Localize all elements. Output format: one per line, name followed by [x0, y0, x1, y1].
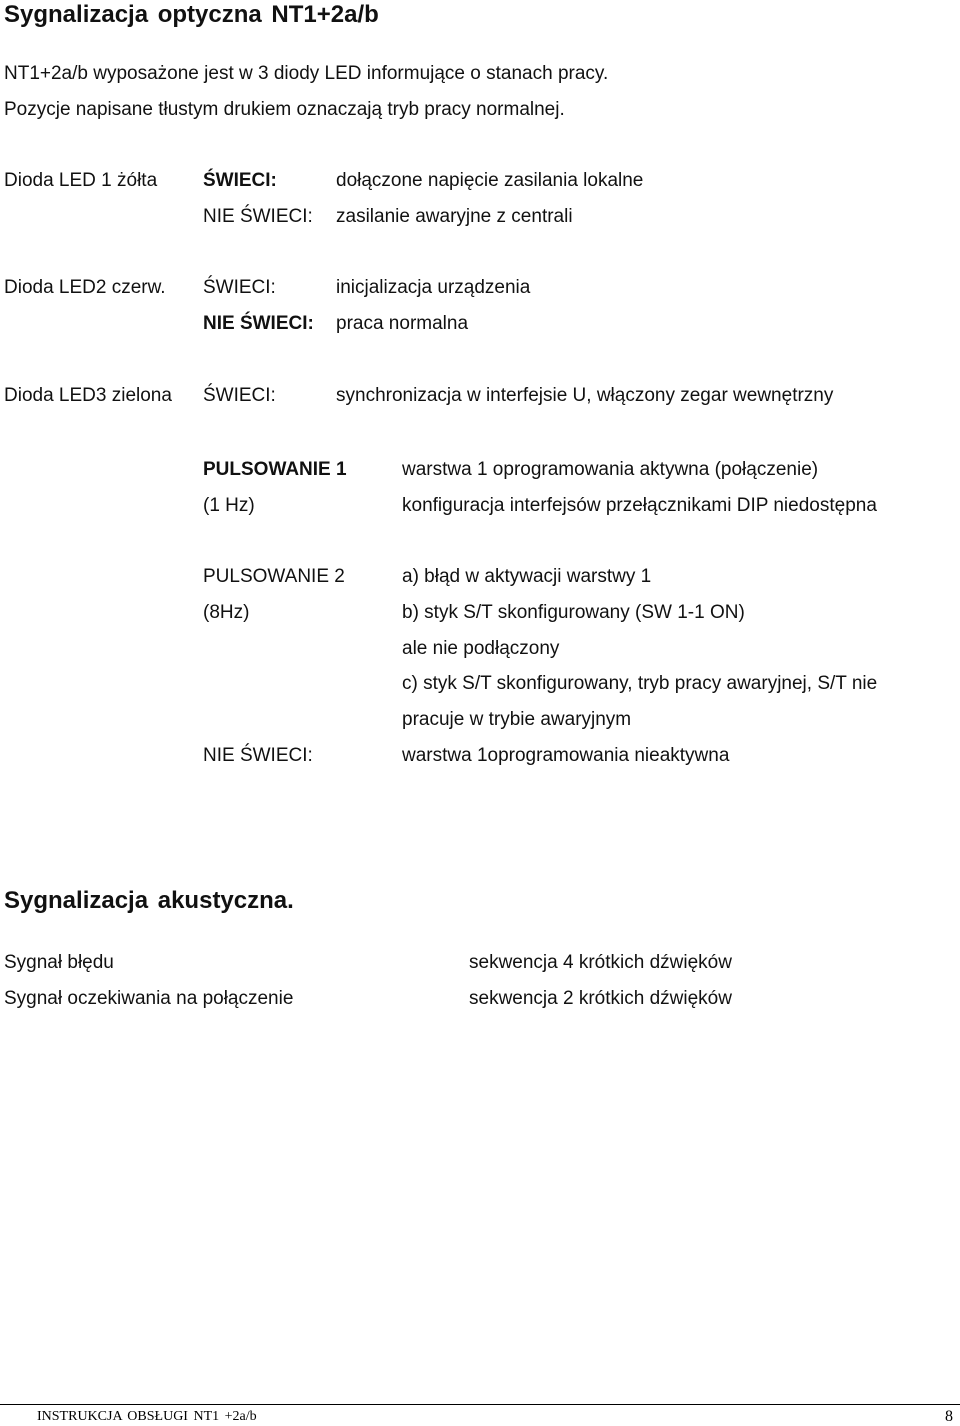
intro-line-2: Pozycje napisane tłustym drukiem oznaczają tryb pracy normalnej.: [4, 99, 565, 120]
led2-off-desc: praca normalna: [336, 313, 469, 334]
acoustic-section-title: Sygnalizacja akustyczna.: [4, 887, 294, 914]
led3-pulse2-label: PULSOWANIE 2: [203, 566, 345, 587]
led1-on-label: ŚWIECI:: [203, 170, 277, 191]
led3-pulse2-desc-c2: pracuje w trybie awaryjnym: [402, 709, 632, 730]
footer-rule: [0, 1404, 960, 1405]
led2-off-label: NIE ŚWIECI:: [203, 313, 314, 334]
led3-off-desc: warstwa 1oprogramowania nieaktywna: [402, 745, 730, 766]
led2-on-label: ŚWIECI:: [203, 277, 276, 298]
led3-pulse2-desc-b1: b) styk S/T skonfigurowany (SW 1-1 ON): [402, 602, 745, 623]
led1-off-label: NIE ŚWIECI:: [203, 206, 313, 227]
intro-line-1: NT1+2a/b wyposażone jest w 3 diody LED informujące o stanach pracy.: [4, 63, 609, 84]
led3-pulse2-freq: (8Hz): [203, 602, 250, 623]
led3-pulse2-desc-a: a) błąd w aktywacji warstwy 1: [402, 566, 652, 587]
led3-pulse1-desc-1: warstwa 1 oprogramowania aktywna (połączenie): [402, 459, 819, 480]
optical-section-title: Sygnalizacja optyczna NT1+2a/b: [4, 1, 379, 28]
acoustic-row-2-label: Sygnał oczekiwania na połączenie: [4, 988, 294, 1009]
led2-name: Dioda LED2 czerw.: [4, 277, 166, 298]
acoustic-row-1-desc: sekwencja 4 krótkich dźwięków: [469, 952, 732, 973]
footer-manual-title: INSTRUKCJA OBSŁUGI NT1 +2a/b: [37, 1409, 257, 1424]
led3-on-label: ŚWIECI:: [203, 385, 276, 406]
led3-pulse1-freq: (1 Hz): [203, 495, 255, 516]
led3-pulse1-desc-2: konfiguracja interfejsów przełącznikami DIP niedostępna: [402, 495, 877, 516]
led3-pulse1-label: PULSOWANIE 1: [203, 459, 347, 480]
led1-name: Dioda LED 1 żółta: [4, 170, 158, 191]
led3-off-label: NIE ŚWIECI:: [203, 745, 313, 766]
led2-on-desc: inicjalizacja urządzenia: [336, 277, 531, 298]
acoustic-row-2-desc: sekwencja 2 krótkich dźwięków: [469, 988, 732, 1009]
led3-on-desc: synchronizacja w interfejsie U, włączony zegar wewnętrzny: [336, 385, 834, 406]
footer-page-number: 8: [945, 1408, 953, 1425]
led3-pulse2-desc-b2: ale nie podłączony: [402, 638, 560, 659]
led3-pulse2-desc-c1: c) styk S/T skonfigurowany, tryb pracy awaryjnej, S/T nie: [402, 673, 878, 694]
led3-name: Dioda LED3 zielona: [4, 385, 172, 406]
led1-off-desc: zasilanie awaryjne z centrali: [336, 206, 573, 227]
acoustic-row-1-label: Sygnał błędu: [4, 952, 114, 973]
led1-on-desc: dołączone napięcie zasilania lokalne: [336, 170, 644, 191]
